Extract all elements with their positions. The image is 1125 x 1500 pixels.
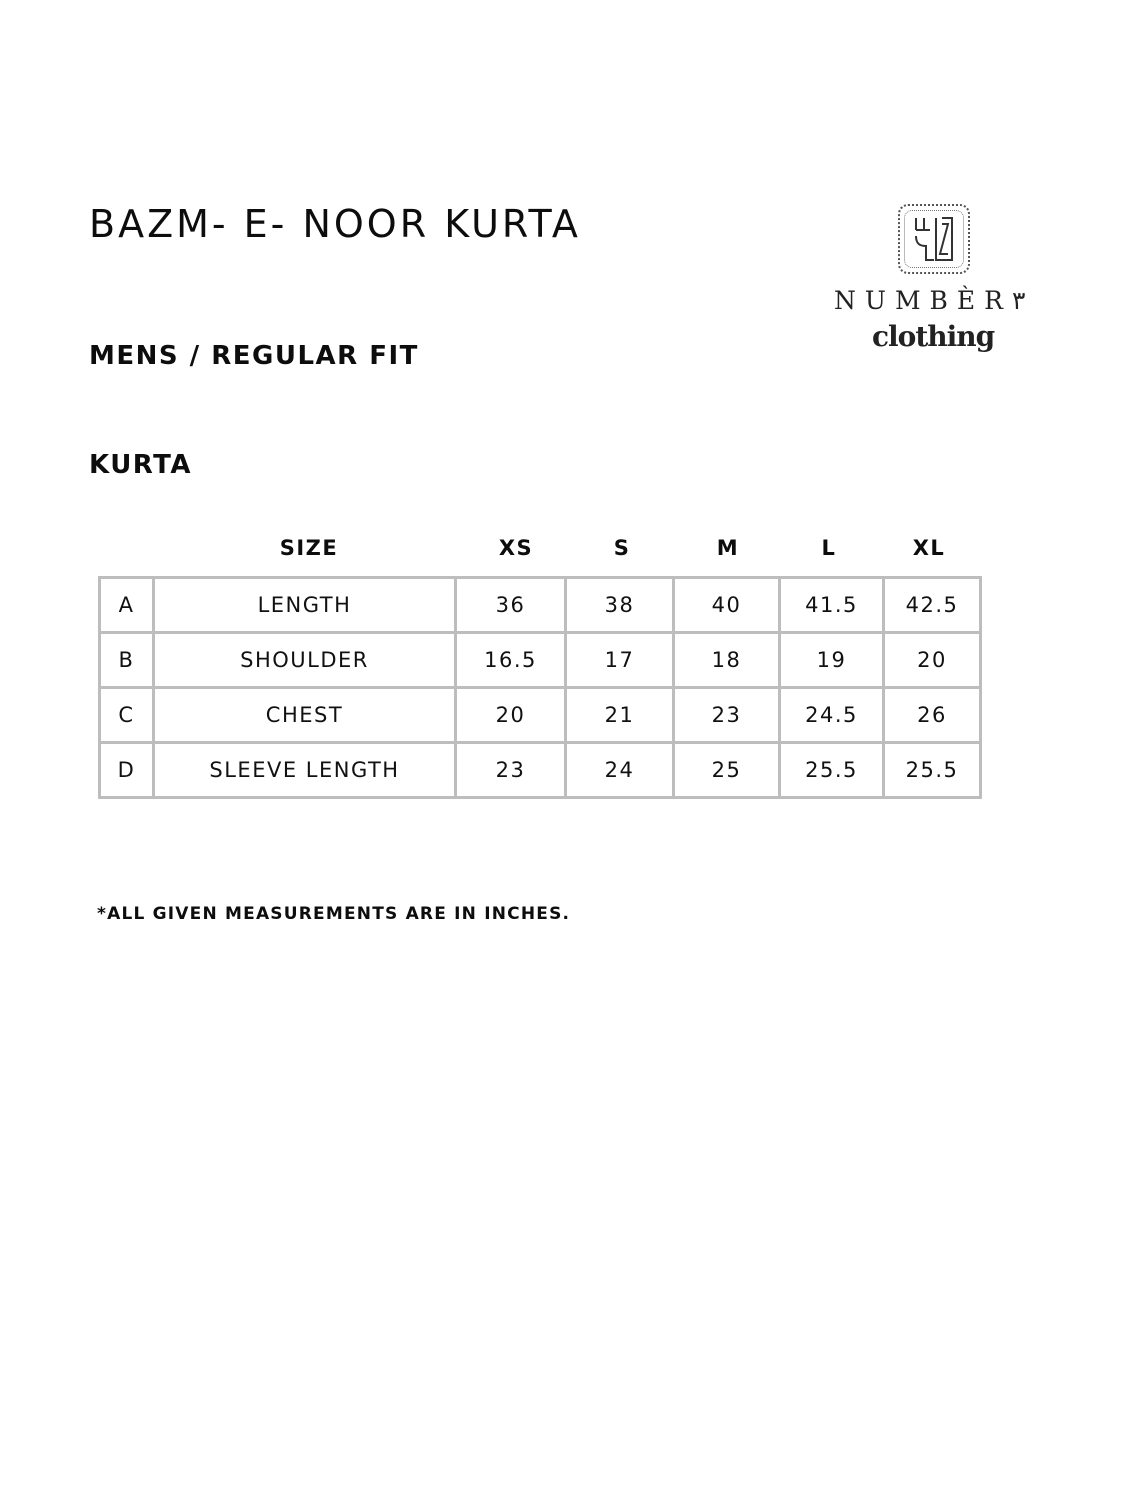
cell-m: 25 bbox=[674, 743, 780, 798]
header-size: SIZE bbox=[279, 536, 339, 560]
measurement-note: *ALL GIVEN MEASUREMENTS ARE IN INCHES. bbox=[97, 904, 571, 924]
cell-l: 25.5 bbox=[780, 743, 884, 798]
cell-xl: 42.5 bbox=[884, 578, 981, 633]
monogram-icon bbox=[898, 204, 970, 274]
cell-l: 24.5 bbox=[780, 688, 884, 743]
section-heading: KURTA bbox=[89, 450, 192, 480]
row-label: LENGTH bbox=[154, 578, 456, 633]
cell-s: 38 bbox=[566, 578, 674, 633]
size-header-row bbox=[0, 536, 1125, 566]
row-code: C bbox=[100, 688, 154, 743]
cell-xl: 26 bbox=[884, 688, 981, 743]
row-label: SHOULDER bbox=[154, 633, 456, 688]
row-label: SLEEVE LENGTH bbox=[154, 743, 456, 798]
header-s: S bbox=[613, 536, 631, 560]
fit-subtitle: MENS / REGULAR FIT bbox=[89, 341, 419, 371]
header-xl: XL bbox=[912, 536, 946, 560]
cell-s: 21 bbox=[566, 688, 674, 743]
cell-s: 24 bbox=[566, 743, 674, 798]
table-row bbox=[100, 633, 981, 688]
cell-xs: 23 bbox=[456, 743, 566, 798]
header-xs: XS bbox=[498, 536, 534, 560]
cell-l: 41.5 bbox=[780, 578, 884, 633]
cell-m: 23 bbox=[674, 688, 780, 743]
size-chart-table bbox=[98, 576, 982, 799]
cell-m: 40 bbox=[674, 578, 780, 633]
header-m: M bbox=[716, 536, 740, 560]
cell-m: 18 bbox=[674, 633, 780, 688]
table-row bbox=[100, 688, 981, 743]
header-l: L bbox=[821, 536, 837, 560]
brand-subtitle: clothing bbox=[872, 320, 995, 353]
cell-s: 17 bbox=[566, 633, 674, 688]
cell-xs: 16.5 bbox=[456, 633, 566, 688]
cell-xs: 36 bbox=[456, 578, 566, 633]
table-row bbox=[100, 743, 981, 798]
cell-xl: 25.5 bbox=[884, 743, 981, 798]
brand-logo bbox=[820, 200, 1060, 360]
cell-xl: 20 bbox=[884, 633, 981, 688]
row-code: B bbox=[100, 633, 154, 688]
page-title: BAZM- E- NOOR KURTA bbox=[89, 202, 581, 246]
cell-l: 19 bbox=[780, 633, 884, 688]
table-row bbox=[100, 578, 981, 633]
monogram-glyph-icon bbox=[912, 216, 958, 264]
row-code: D bbox=[100, 743, 154, 798]
cell-xs: 20 bbox=[456, 688, 566, 743]
brand-name: NUMBÈR٣ bbox=[834, 286, 1026, 315]
row-label: CHEST bbox=[154, 688, 456, 743]
row-code: A bbox=[100, 578, 154, 633]
